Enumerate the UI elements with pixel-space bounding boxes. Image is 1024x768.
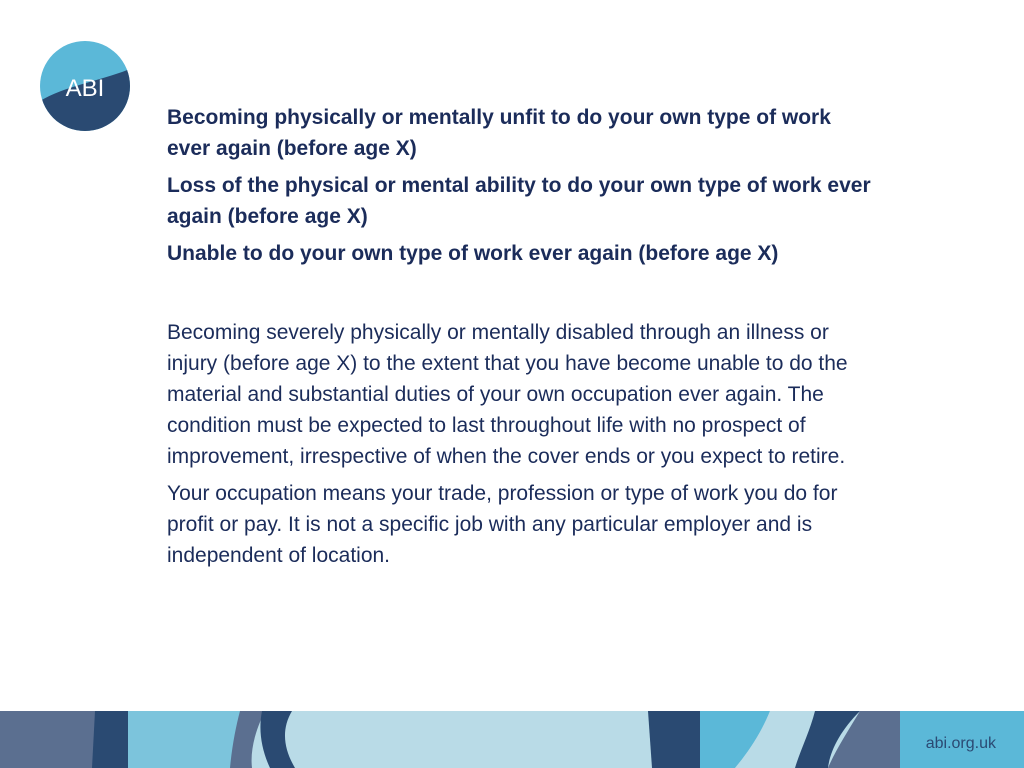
definition-heading-2: Loss of the physical or mental ability to do your own type of work ever again (before age X) [167,174,871,228]
definition-heading-3: Unable to do your own type of work ever again (before age X) [167,242,779,265]
definition-heading-1: Becoming physically or mentally unfit to do your own type of work ever again (before age X) [167,106,831,160]
occupation-paragraph: Your occupation means your trade, profession or type of work you do for profit or pay. It is not a specific job with any particular employer and is independent of location. [167,482,838,567]
definition-paragraph: Becoming severely physically or mentally disabled through an illness or injury (before age X) to the extent that you have become unable to do the material and substantial duties of your own occupation ever again. The condition must be expected to last throughout life with no prospect of improvement, irrespective of when the cover ends or you expect to retire. [167,321,848,468]
logo-text: ABI [65,75,105,102]
abi-logo-icon [40,41,130,131]
footer-wave-graphic [0,711,1024,768]
footer-url[interactable]: abi.org.uk [925,735,996,752]
slide-content [167,102,877,577]
footer-banner [0,711,1024,768]
abi-logo [40,41,130,131]
